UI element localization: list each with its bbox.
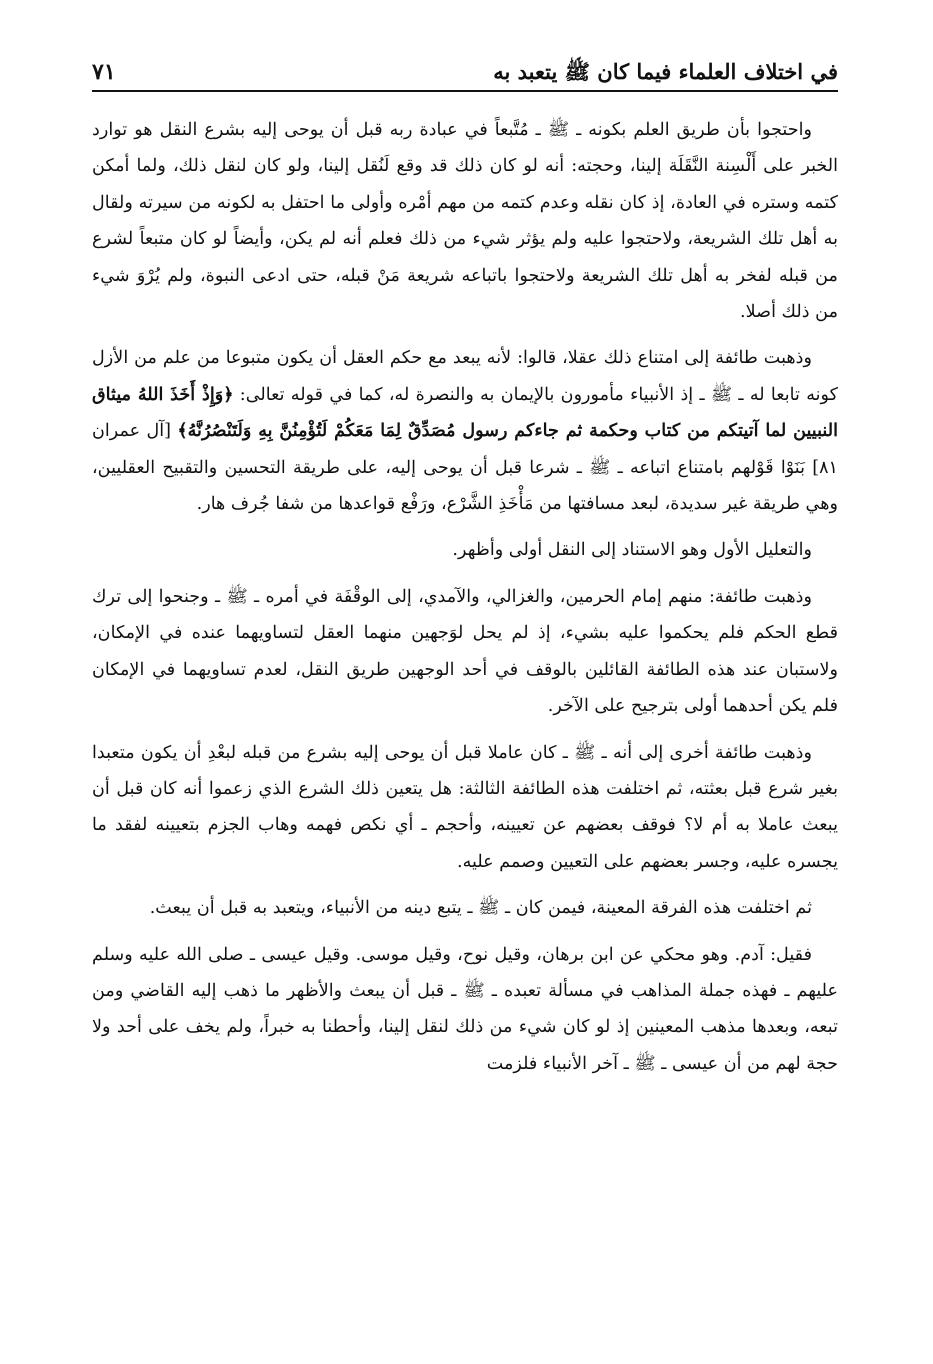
quran-verse: ﴿وَإِذْ أَخَذَ اللهُ ميثاق النبيين لما آتيتكم من كتاب وحكمة ثم جاءكم رسول مُصَدِّقٌ لِمَا مَعَكُمْ لَتُؤْمِنُنَّ بِهِ وَلَتَنْصُرُنَّهُ﴾ bbox=[92, 383, 838, 442]
body-text bbox=[92, 112, 838, 1092]
paragraph-intro-text: وذهبت طائفة إلى امتناع ذلك عقلا، قالوا: لأنه يبعد مع حكم العقل أن يكون متبوعا من علم من الأزل كونه تابعا له ـ ﷺ ـ إذ الأنبياء مأمورون بالإيمان به والنصرة له، كما في قوله تعالى: bbox=[92, 348, 838, 405]
paragraph-third-group: وذهبت طائفة أخرى إلى أنه ـ ﷺ ـ كان عاملا قبل أن يوحى إليه بشرع من قبله لبعْدِ أن يكون متعبدا بغير شرع قبل بعثته، ثم اختلفت هذه الطائفة الثالثة: هل يتعين ذلك الشرع الذي زعموا أنه كان قبل أن يبعث عاملا به أم لا؟ فوقف بعضهم عن تعيينه، وأحجم ـ أي نكص فهمه وهاب الجزم بتعيينه لفقد ما يجسره عليه، وجسر بعضهم على التعيين وصمم عليه. bbox=[92, 742, 838, 872]
page-header bbox=[92, 52, 838, 92]
running-title: في اختلاف العلماء فيما كان ﷺ يتعبد به bbox=[493, 59, 838, 84]
paragraph-which-prophet: ثم اختلفت هذه الفرقة المعينة، فيمن كان ـ ﷺ ـ يتبع دينه من الأنبياء، ويتعبد به قبل أن يبعث. bbox=[149, 898, 812, 919]
paragraph-first-reasoning: والتعليل الأول وهو الاستناد إلى النقل أولى وأظهر. bbox=[452, 540, 812, 561]
page-number: ٧١ bbox=[92, 59, 116, 85]
paragraph-rational-impossibility bbox=[92, 340, 838, 522]
paragraph-arguments: واحتجوا بأن طريق العلم بكونه ـ ﷺ ـ مُتَّبعاً في عبادة ربه قبل أن يوحى إليه بشرع النقل هو توارد الخبر على أَلْسِنة النَّقَلَة إلينا، وحجته: أنه لو كان ذلك قد وقع لَنُقل إلينا، ولو كان لنقل ذلك، ولما أمكن كتمه وستره في العادة، إذ كان نقله وعدم كتمه من مهم أمْره وأولى ما احتفل به لكونه من سيرته ولقال به أهل تلك الشريعة، ولاحتجوا عليه ولم يؤثر شيء من ذلك فعلم أنه لم يكن، وأيضاً لو كان متبعاً لشرع من قبله لفخر به أهل تلك الشريعة ولاحتجوا باتباعه شريعة مَنْ قبله، حتى ادعى النبوة، ولم يُرْوَ شيء من ذلك أصلا. bbox=[92, 120, 838, 323]
paragraph-opinions: فقيل: آدم. وهو محكي عن ابن برهان، وقيل نوح، وقيل موسى. وقيل عيسى ـ صلى الله عليه وسلم عليهم ـ فهذه جملة المذاهب في مسألة تعبده ـ ﷺ ـ قبل أن يبعث والأظهر ما ذهب إليه القاضي ومن تبعه، وبعدها مذهب المعينين إذ لو كان شيء من ذلك لنقل إلينا، وأحطنا به خبراً، ولم يخف على أحد ولا حجة لهم من أن عيسى ـ ﷺ ـ آخر الأنبياء فلزمت bbox=[92, 944, 838, 1074]
paragraph-continuation-text: بَنَوْا قَوْلهم بامتناع اتباعه ـ ﷺ ـ شرعا قبل أن يوحى إليه، على طريقة التحسين والتقبيح العقليين، وهي طريقة غير سديدة، لبعد مسافتها من مَأْخَذِ الشَّرْع، ورَفْع قواعدها من شفا جُرف هار. bbox=[92, 457, 838, 515]
paragraph-suspension-view: وذهبت طائفة: منهم إمام الحرمين، والغزالي، والآمدي، إلى الوقْفَة في أمره ـ ﷺ ـ وجنحوا إلى ترك قطع الحكم فلم يحكموا عليه بشيء، إذ لم يحل لوَجهين منهما العقل لتساويهما عنده في الإمكان، ولاستبان عند هذه الطائفة القائلين بالوقف في أحد الوجهين طريق النقل، لعدم تساويهما في الإمكان فلم يكن أحدهما أولى بترجيح على الآخر. bbox=[92, 586, 838, 717]
verse-citation: [آل عمران ٨١] bbox=[92, 421, 839, 478]
